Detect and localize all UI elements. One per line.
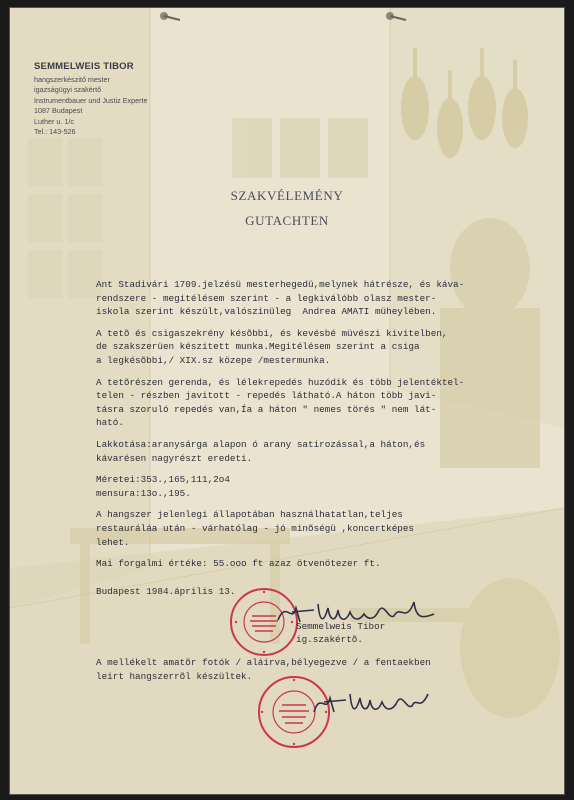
signer-block bbox=[296, 620, 385, 646]
text-line: lehet. bbox=[96, 536, 130, 548]
paragraph bbox=[96, 327, 536, 368]
letterhead-line: hangszerkészitő mester bbox=[34, 74, 110, 84]
document-title-hu: SZAKVÉLEMÉNY bbox=[230, 188, 344, 203]
letterhead-line: Instrumentbauer und Justiz Experte bbox=[34, 95, 148, 105]
text-line: ható. bbox=[96, 417, 124, 429]
letterhead bbox=[34, 62, 147, 138]
text-line: rendszere - megitélésem szerint - a legkiválóbb olasz mester- bbox=[96, 292, 437, 304]
paragraph bbox=[96, 438, 536, 465]
text-line: tásra szoruló repedés van,Ía a háton " nemes törés " nem lát- bbox=[96, 403, 437, 415]
letterhead-line: igazságügyi szakértő bbox=[34, 85, 102, 94]
text-line: a legkésõbbi,/ XIX.sz közepe /mestermunka. bbox=[96, 354, 331, 366]
signature bbox=[310, 684, 440, 720]
text-line: Méretei:353.,165,111,2o4 bbox=[96, 474, 230, 486]
text-line: leirt hangszerrõl készültek. bbox=[96, 670, 253, 682]
paragraph bbox=[96, 473, 536, 500]
text-line: Lakkotása:aranysárga alapon ó arany satirozással,a háton,és bbox=[96, 438, 426, 450]
letterhead-name: SEMMELWEIS TIBOR bbox=[34, 61, 134, 72]
text-line: mensura:13o.,195. bbox=[96, 487, 191, 499]
text-line: iskola szerint készült,valószinüleg Andrea AMATI müheylében. bbox=[96, 306, 437, 318]
signer-title: ig.szakértõ. bbox=[296, 634, 363, 645]
text-line: A tetõrészen gerenda, és lélekrepedés huzódik és több jelentéktel- bbox=[96, 376, 465, 388]
paragraph bbox=[96, 508, 536, 549]
paragraph bbox=[96, 278, 536, 319]
text-line: restauráláa után - várhatólag - jó minõségü ,koncertképes bbox=[96, 522, 415, 534]
signer-name: Semmelweis Tibor bbox=[296, 621, 386, 632]
text-line: kávarésen nagyrészt eredeti. bbox=[96, 452, 253, 464]
document-title-de: GUTACHTEN bbox=[245, 213, 329, 228]
text-line: telen - részben javitott - repedés látható.A háton több javi- bbox=[96, 390, 437, 402]
text-line: A mellékelt amatõr fotók / aláírva,bélyegezve / a fentaekben bbox=[96, 657, 431, 668]
paragraph bbox=[96, 557, 536, 571]
binder-holes bbox=[150, 8, 410, 34]
text-line: de szakszerüen készitett munka.Megitélésem szerint a csiga bbox=[96, 341, 420, 353]
text-line: A tetõ és csigaszekrény késõbbi, és kevésbé müvészi kivitelben, bbox=[96, 327, 448, 339]
text-line: Ant Stadivári 1709.jelzésü mesterhegedü,melynek hátrésze, és káva- bbox=[96, 279, 465, 290]
date-line: Budapest 1984.április 13. bbox=[96, 586, 236, 597]
letterhead-line: Luther u. 1/c bbox=[34, 116, 74, 126]
document-body bbox=[96, 278, 536, 579]
paragraph bbox=[96, 376, 536, 430]
letterhead-line: Tel.: 143-526 bbox=[34, 127, 76, 136]
letterhead-line: 1087 Budapest bbox=[34, 106, 83, 115]
text-line: A hangszer jelenlegi állapotában használhatatlan,teljes bbox=[96, 509, 403, 521]
text-line: Mai forgalmi értéke: 55.ooo ft azaz ötvenötezer ft. bbox=[96, 558, 381, 570]
document-page bbox=[10, 8, 564, 794]
